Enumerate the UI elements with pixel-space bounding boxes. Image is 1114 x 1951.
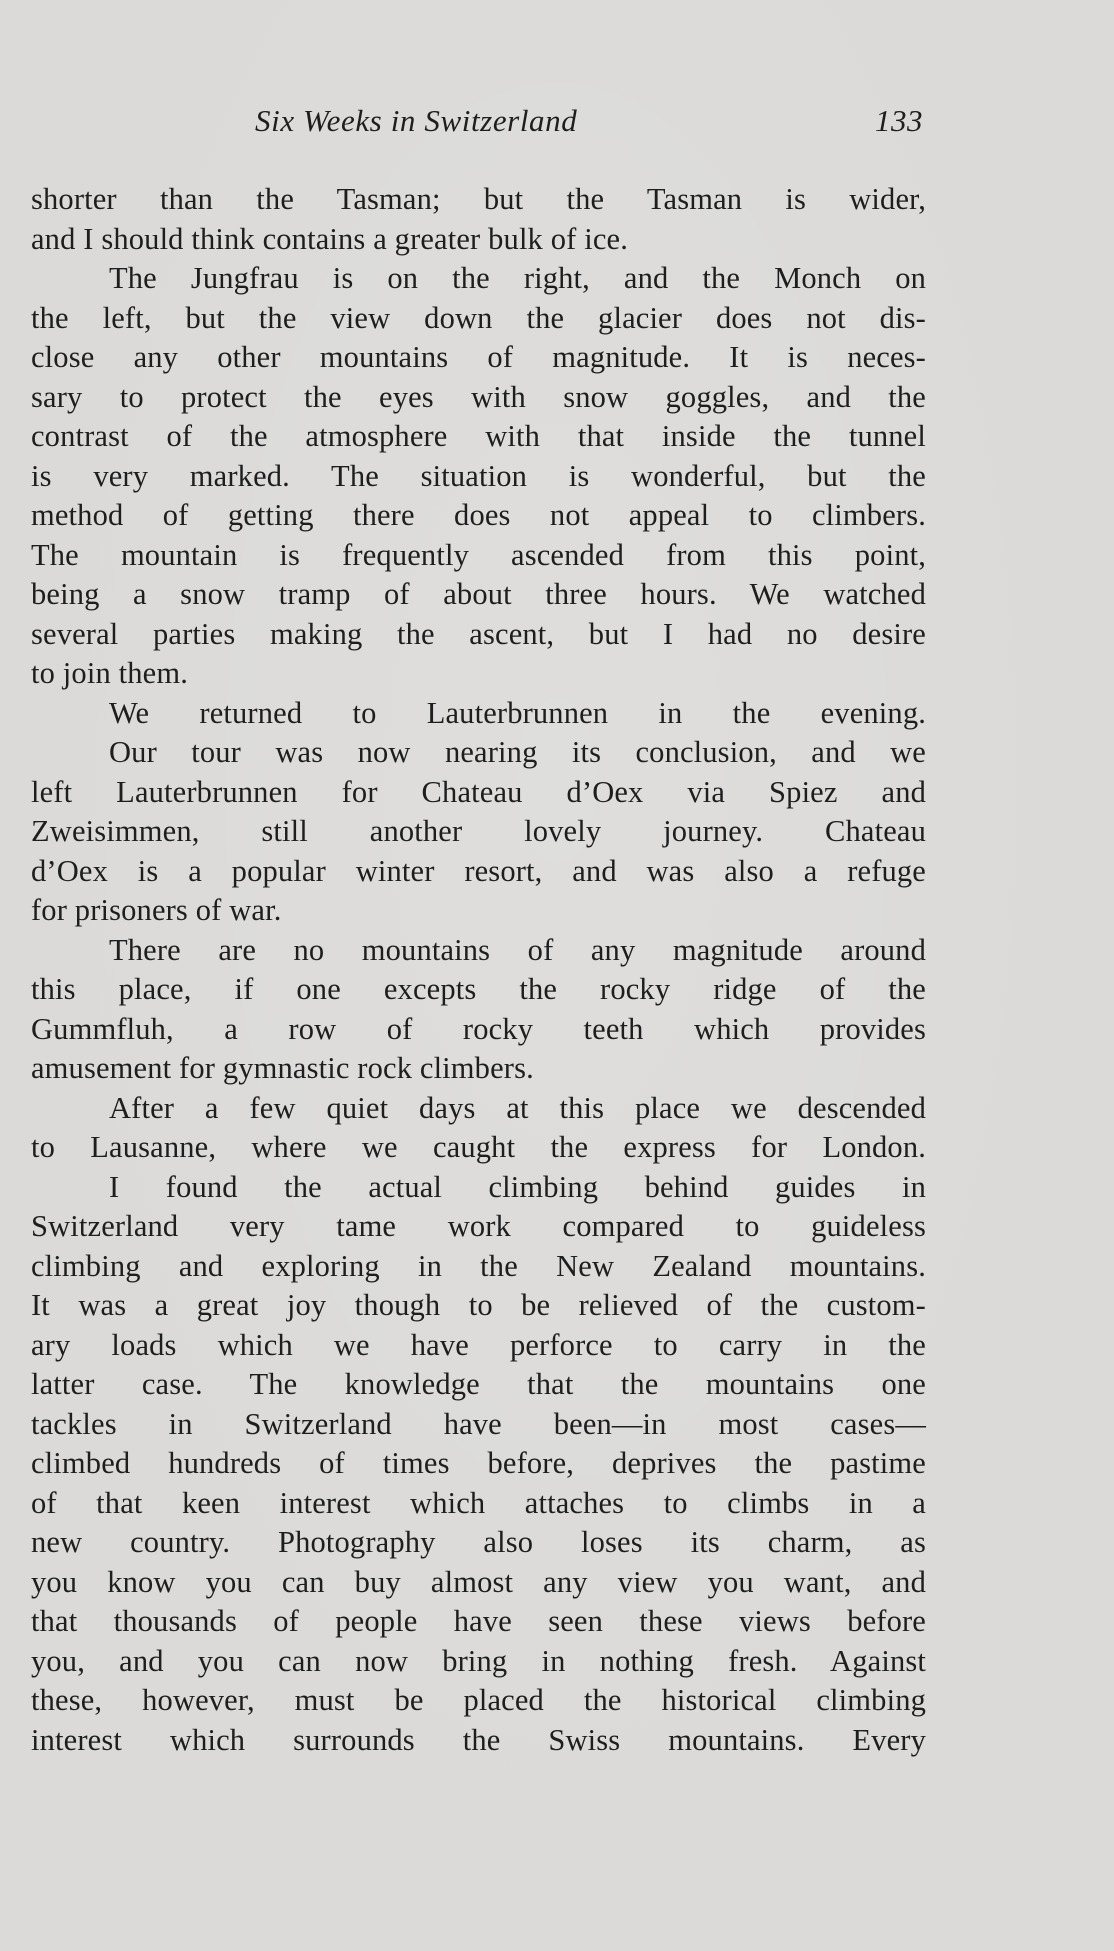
text-line: and I should think contains a greater bulk of ice.	[31, 221, 628, 256]
text-line: Gummfluh, a row of rocky teeth which provides	[31, 1011, 926, 1046]
text-line: of that keen interest which attaches to climbs in a	[31, 1485, 926, 1520]
body-text	[31, 180, 926, 1760]
text-line: contrast of the atmosphere with that inside the tunnel	[31, 419, 926, 453]
text-line: to join them.	[31, 656, 188, 690]
text-line: d’Oex is a popular winter resort, and was also a refuge	[31, 853, 926, 888]
text-line: There are no mountains of any magnitude around	[109, 932, 926, 967]
text-line: several parties making the ascent, but I had no desire	[31, 616, 926, 651]
text-line: that thousands of people have seen these views before	[31, 1604, 926, 1638]
text-line: The mountain is frequently ascended from this point,	[31, 537, 926, 572]
text-line: for prisoners of war.	[31, 893, 282, 927]
text-line: these, however, must be placed the historical climbing	[31, 1683, 926, 1717]
text-line: climbing and exploring in the New Zealand mountains.	[31, 1248, 926, 1283]
text-line: Our tour was now nearing its conclusion, and we	[109, 735, 926, 769]
text-line: Switzerland very tame work compared to guideless	[31, 1209, 926, 1243]
text-line: climbed hundreds of times before, deprives the pastime	[31, 1446, 926, 1480]
text-line: I found the actual climbing behind guides in	[109, 1169, 926, 1204]
text-line: We returned to Lauterbrunnen in the evening.	[109, 695, 926, 730]
text-line: amusement for gymnastic rock climbers.	[31, 1051, 534, 1085]
text-line: It was a great joy though to be relieved of the custom-	[31, 1288, 926, 1322]
text-line: new country. Photography also loses its charm, as	[31, 1525, 926, 1559]
text-line: ary loads which we have perforce to carry in the	[31, 1327, 926, 1362]
text-line: to Lausanne, where we caught the express for London.	[31, 1130, 926, 1164]
text-line: you, and you can now bring in nothing fresh. Against	[31, 1643, 926, 1678]
text-line: Zweisimmen, still another lovely journey. Chateau	[31, 814, 926, 848]
running-title: Six Weeks in Switzerland	[255, 103, 578, 138]
text-line: is very marked. The situation is wonderful, but the	[31, 458, 926, 493]
text-line: latter case. The knowledge that the mountains one	[31, 1367, 926, 1401]
text-line: sary to protect the eyes with snow goggles, and the	[31, 379, 926, 414]
text-line: The Jungfrau is on the right, and the Monch on	[109, 261, 926, 295]
text-line: close any other mountains of magnitude. It is neces-	[31, 340, 926, 374]
text-line: shorter than the Tasman; but the Tasman is wider,	[31, 182, 926, 216]
text-line: left Lauterbrunnen for Chateau d’Oex via Spiez and	[31, 774, 926, 809]
text-line: tackles in Switzerland have been—in most cases—	[31, 1406, 926, 1441]
text-line: After a few quiet days at this place we descended	[109, 1090, 926, 1125]
text-line: the left, but the view down the glacier does not dis-	[31, 300, 926, 335]
page-number: 133	[875, 103, 923, 138]
running-header	[40, 103, 923, 147]
text-line: you know you can buy almost any view you want, and	[31, 1564, 926, 1599]
text-line: method of getting there does not appeal to climbers.	[31, 498, 926, 532]
text-line: being a snow tramp of about three hours. We watched	[31, 577, 926, 611]
text-line: interest which surrounds the Swiss mountains. Every	[31, 1722, 926, 1757]
text-line: this place, if one excepts the rocky ridge of the	[31, 972, 926, 1006]
